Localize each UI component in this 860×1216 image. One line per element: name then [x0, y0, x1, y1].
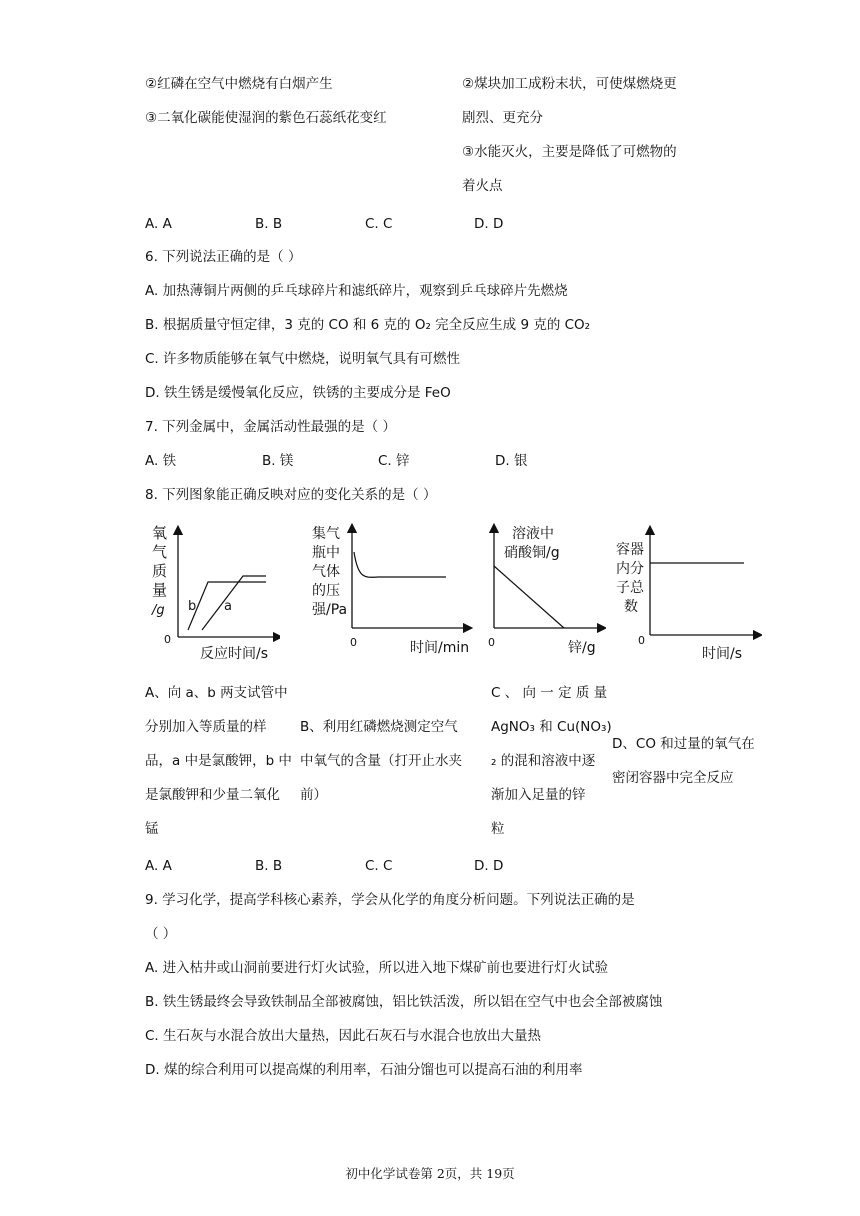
page-footer: 初中化学试卷第 2页，共 19页	[345, 1166, 515, 1181]
q9-option-b: B. 铁生锈最终会导致铁制品全部被腐蚀，铝比铁活泼，所以铝在空气中也会全部被腐蚀	[145, 994, 663, 1010]
graph-a	[140, 520, 280, 665]
graph-c	[486, 520, 606, 660]
q6-option-a: A. 加热薄铜片两侧的乒乓球碎片和滤纸碎片，观察到乒乓球碎片先燃烧	[145, 283, 568, 299]
q8-caption-a-3: 是氯酸钾和少量二氧化	[145, 787, 280, 803]
graph-b	[308, 520, 473, 660]
graph-a-label-b: b	[188, 599, 197, 614]
q8-option-c: C. C	[365, 858, 393, 874]
graph-a-ylabel-2: 质	[152, 562, 168, 580]
q6-option-b: B. 根据质量守恒定律，3 克的 CO 和 6 克的 O₂ 完全反应生成 9 克的 CO₂	[145, 317, 591, 333]
graph-b-xlabel: 时间/min	[410, 640, 470, 656]
q8-caption-a-4: 锰	[145, 821, 159, 837]
graph-a-origin: 0	[164, 633, 171, 646]
graph-d-xlabel: 时间/s	[702, 646, 743, 662]
q8-option-d: D. D	[474, 858, 504, 874]
graph-b-ylabel-1: 瓶中	[312, 545, 340, 561]
graph-a-xlabel: 反应时间/s	[200, 646, 269, 662]
q6-stem: 6. 下列说法正确的是（ ）	[145, 249, 302, 265]
graph-b-ylabel-2: 气体	[312, 564, 340, 580]
q6-option-c: C. 许多物质能够在氧气中燃烧，说明氧气具有可燃性	[145, 351, 461, 367]
graph-d	[612, 520, 762, 665]
q8-caption-d-1: 密闭容器中完全反应	[612, 770, 734, 786]
q7-option-d: D. 银	[495, 453, 528, 469]
graph-c-ylabel-1: 硝酸铜/g	[504, 545, 560, 561]
q8-caption-c-4: 粒	[491, 821, 505, 837]
q8-caption-c-0: C 、 向 一 定 质 量	[491, 685, 608, 701]
q6-option-d: D. 铁生锈是缓慢氧化反应，铁锈的主要成分是 FeO	[145, 385, 451, 401]
q5-option-c: C. C	[365, 216, 393, 232]
graph-a-line-a	[202, 576, 266, 630]
q9-stem: 9. 学习化学，提高学科核心素养，学会从化学的角度分析问题。下列说法正确的是	[145, 892, 635, 908]
q9-option-a: A. 进入枯井或山洞前要进行灯火试验，所以进入地下煤矿前也要进行灯火试验	[145, 960, 609, 976]
q5-option-b: B. B	[255, 216, 283, 232]
graph-d-ylabel-2: 子总	[616, 580, 644, 596]
q9-stem-cont: （ ）	[145, 926, 177, 942]
q9-option-c: C. 生石灰与水混合放出大量热，因此石灰石与水混合也放出大量热	[145, 1028, 542, 1044]
graph-a-ylabel-3: 量	[152, 581, 168, 599]
graph-c-line	[494, 566, 564, 628]
option-item-2-left: ②红磷在空气中燃烧有白烟产生	[145, 76, 333, 92]
option-item-3-right: ③水能灭火，主要是降低了可燃物的	[462, 144, 677, 160]
option-item-2-right: ②煤块加工成粉末状，可使煤燃烧更	[462, 76, 677, 92]
graph-d-ylabel-0: 容器	[616, 542, 644, 558]
graph-a-ylabel-1: 气	[152, 543, 168, 561]
q7-option-c: C. 锌	[378, 453, 410, 469]
q8-caption-a-1: 分别加入等质量的样	[145, 719, 267, 735]
graph-b-ylabel-3: 的压	[312, 583, 340, 599]
graph-b-origin: 0	[350, 636, 357, 649]
q8-caption-b-2: 前）	[300, 787, 327, 803]
option-item-2-right-cont: 剧烈、更充分	[462, 110, 543, 126]
graph-c-xlabel: 锌/g	[568, 640, 596, 656]
q8-caption-a-2: 品，a 中是氯酸钾，b 中	[145, 753, 292, 769]
graph-d-ylabel-3: 数	[624, 599, 638, 615]
q8-caption-a-0: A、向 a、b 两支试管中	[145, 685, 288, 701]
q8-caption-d-0: D、CO 和过量的氧气在	[612, 736, 755, 752]
q8-caption-c-2: ₂ 的混和溶液中逐	[491, 753, 596, 769]
q8-caption-c-3: 渐加入足量的锌	[491, 787, 586, 803]
q9-option-d: D. 煤的综合利用可以提高煤的利用率，石油分馏也可以提高石油的利用率	[145, 1062, 583, 1078]
q7-option-b: B. 镁	[262, 453, 294, 469]
option-item-3-right-cont: 着火点	[462, 178, 503, 194]
graph-d-ylabel-1: 内分	[616, 561, 644, 577]
graph-a-ylabel-4: /g	[152, 603, 165, 618]
graph-a-ylabel-0: 氧	[152, 524, 168, 542]
graph-a-label-a: a	[224, 599, 232, 614]
q7-stem: 7. 下列金属中，金属活动性最强的是（ ）	[145, 419, 396, 435]
q8-caption-b-0: B、利用红磷燃烧测定空气	[300, 719, 458, 735]
q7-option-a: A. 铁	[145, 453, 177, 469]
q5-option-a: A. A	[145, 216, 172, 232]
graph-b-curve	[354, 552, 446, 577]
q5-option-d: D. D	[474, 216, 504, 232]
graph-b-ylabel-4: 强/Pa	[312, 602, 348, 618]
graph-c-origin: 0	[488, 636, 495, 649]
graph-b-ylabel-0: 集气	[312, 526, 340, 542]
q8-option-a: A. A	[145, 858, 172, 874]
q8-caption-c-1: AgNO₃ 和 Cu(NO₃)	[491, 719, 612, 735]
q8-option-b: B. B	[255, 858, 283, 874]
q8-stem: 8. 下列图象能正确反映对应的变化关系的是（ ）	[145, 487, 437, 503]
graph-c-ylabel-0: 溶液中	[512, 526, 554, 542]
graph-d-origin: 0	[638, 634, 645, 647]
option-item-3-left: ③二氧化碳能使湿润的紫色石蕊纸花变红	[145, 110, 387, 126]
q8-caption-b-1: 中氧气的含量（打开止水夹	[300, 753, 462, 769]
